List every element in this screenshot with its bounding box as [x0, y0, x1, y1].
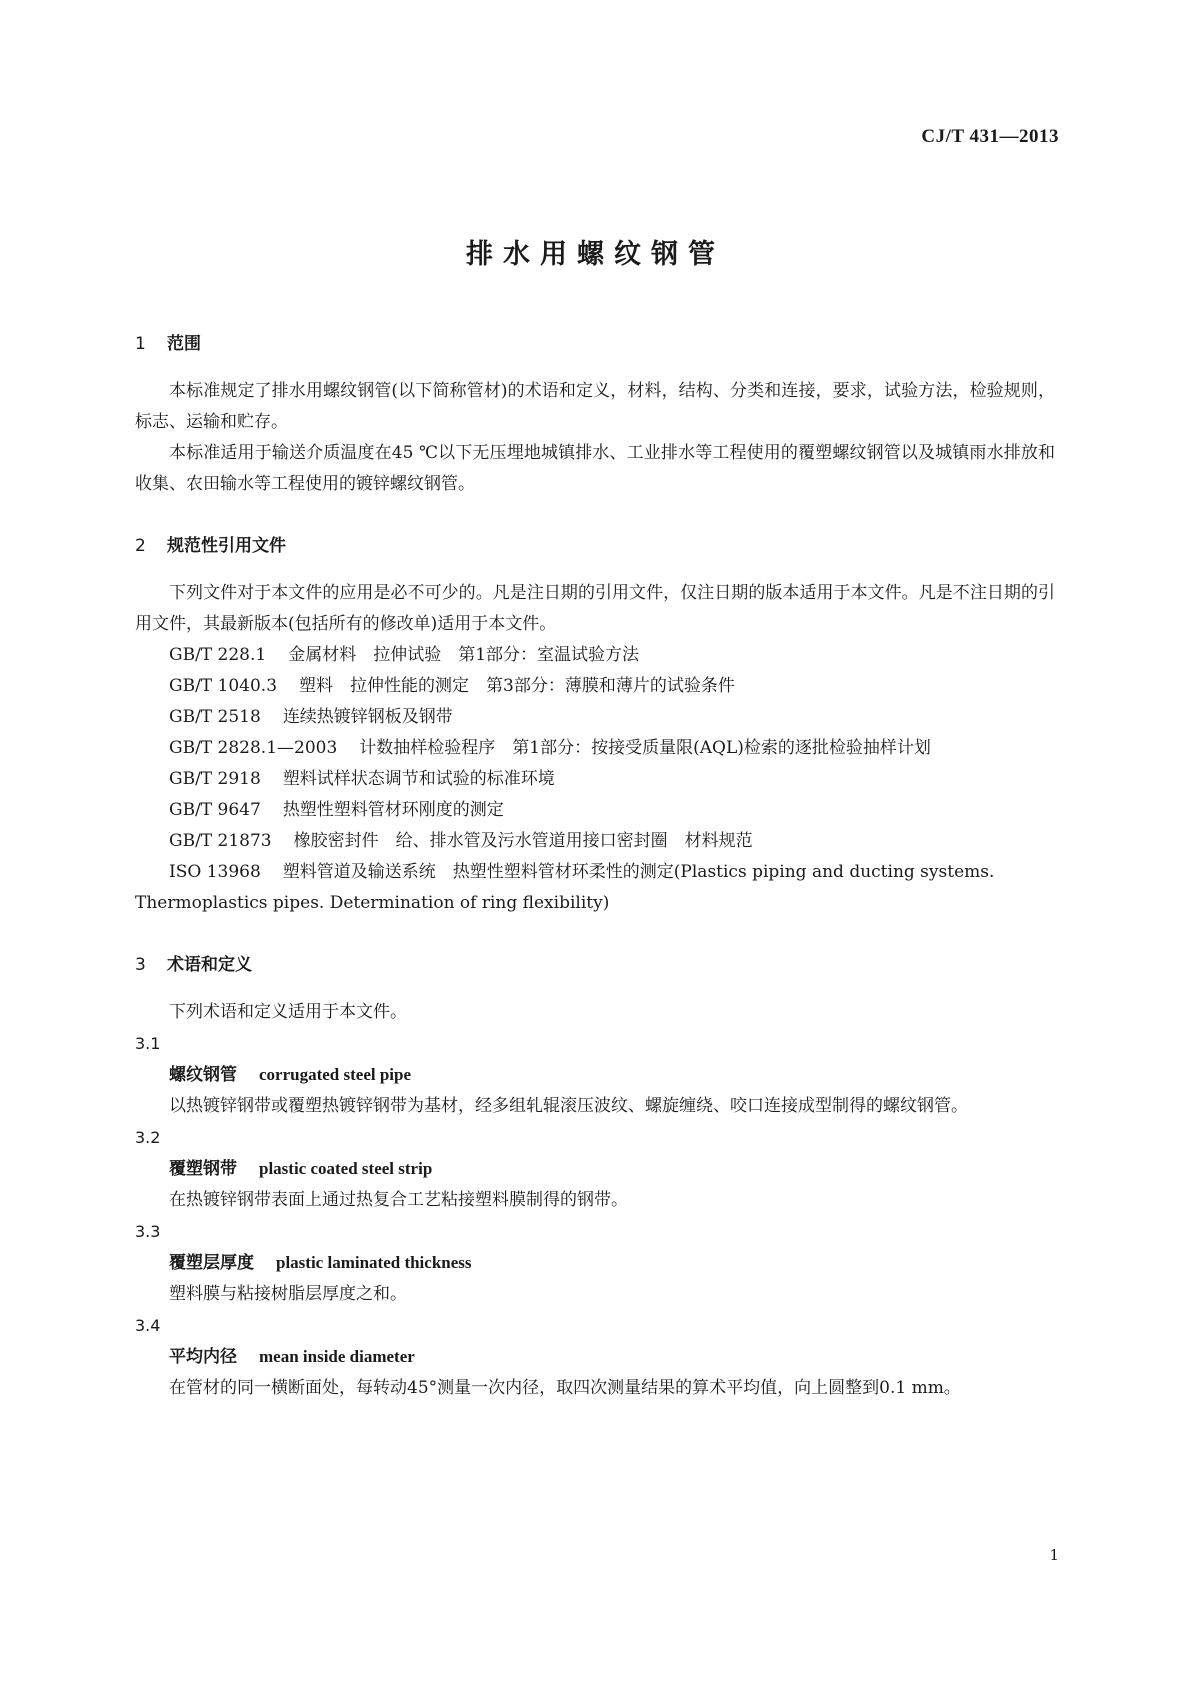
reference-code: GB/T 9647 [169, 800, 261, 820]
terms-intro: 下列术语和定义适用于本文件。 [169, 1002, 407, 1022]
reference-title: 金属材料 拉伸试验 第1部分：室温试验方法 [288, 645, 640, 665]
term-zh: 螺纹钢管 [169, 1065, 237, 1085]
document-body [135, 332, 1055, 1404]
reference-item [135, 795, 1055, 826]
reference-item [135, 702, 1055, 733]
section-number: 1 [135, 334, 146, 354]
section-title: 规范性引用文件 [167, 536, 286, 556]
section-3-heading [135, 953, 1055, 977]
term-definition: 在热镀锌钢带表面上通过热复合工艺粘接塑料膜制得的钢带。 [169, 1190, 628, 1210]
scope-paragraph-1: 本标准规定了排水用螺纹钢管(以下简称管材)的术语和定义，材料，结构、分类和连接，要求，试验方法，检验规则，标志、运输和贮存。 [135, 381, 1055, 432]
reference-item [135, 826, 1055, 857]
term-number: 3.3 [135, 1222, 161, 1241]
document-title: 排水用螺纹钢管 [466, 239, 725, 270]
reference-code: GB/T 2518 [169, 707, 261, 727]
term-heading [135, 1341, 1055, 1373]
term-en: mean inside diameter [259, 1347, 415, 1366]
reference-title: 塑料管道及输送系统 热塑性塑料管材环柔性的测定(Plastics piping and ducting systems. Thermoplastics pipes. Determination of ring flexibility) [135, 862, 995, 913]
section-title: 术语和定义 [167, 955, 252, 975]
section-number: 3 [135, 955, 146, 975]
reference-item [135, 857, 1055, 919]
term-number: 3.4 [135, 1316, 161, 1335]
term-zh: 覆塑层厚度 [169, 1253, 254, 1273]
reference-title: 计数抽样检验程序 第1部分：按接受质量限(AQL)检索的逐批检验抽样计划 [359, 738, 931, 758]
term-en: plastic coated steel strip [259, 1159, 433, 1178]
term-definition: 以热镀锌钢带或覆塑热镀锌钢带为基材，经多组轧辊滚压波纹、螺旋缠绕、咬口连接成型制得的螺纹钢管。 [169, 1096, 968, 1116]
standard-code: CJ/T 431—2013 [921, 126, 1059, 147]
section-title: 范围 [167, 334, 201, 354]
reference-item [135, 764, 1055, 795]
term-zh: 覆塑钢带 [169, 1159, 237, 1179]
reference-title: 塑料试样状态调节和试验的标准环境 [282, 769, 555, 789]
section-1-heading [135, 332, 1055, 356]
reference-code: GB/T 228.1 [169, 645, 267, 665]
term-definition: 塑料膜与粘接树脂层厚度之和。 [169, 1284, 407, 1304]
reference-code: GB/T 1040.3 [169, 676, 278, 696]
reference-title: 连续热镀锌钢板及钢带 [282, 707, 453, 727]
term-en: plastic laminated thickness [276, 1253, 472, 1272]
reference-title: 橡胶密封件 给、排水管及污水管道用接口密封圈 材料规范 [293, 831, 753, 851]
term-heading [135, 1153, 1055, 1185]
section-number: 2 [135, 536, 146, 556]
reference-code: GB/T 21873 [169, 831, 272, 851]
term-heading [135, 1247, 1055, 1279]
reference-code: GB/T 2828.1—2003 [169, 738, 338, 758]
term-heading [135, 1059, 1055, 1091]
term-en: corrugated steel pipe [259, 1065, 412, 1084]
reference-title: 塑料 拉伸性能的测定 第3部分：薄膜和薄片的试验条件 [299, 676, 735, 696]
page-number: 1 [1049, 1546, 1059, 1564]
term-number: 3.1 [135, 1034, 161, 1053]
reference-item [135, 733, 1055, 764]
term-zh: 平均内径 [169, 1347, 237, 1367]
reference-item [135, 671, 1055, 702]
reference-title: 热塑性塑料管材环刚度的测定 [282, 800, 504, 820]
term-definition: 在管材的同一横断面处，每转动45°测量一次内径，取四次测量结果的算术平均值，向上圆整到0.1 mm。 [169, 1378, 961, 1398]
reference-code: ISO 13968 [169, 862, 261, 882]
term-number: 3.2 [135, 1128, 161, 1147]
references-intro: 下列文件对于本文件的应用是必不可少的。凡是注日期的引用文件，仅注日期的版本适用于本文件。凡是不注日期的引用文件，其最新版本(包括所有的修改单)适用于本文件。 [135, 583, 1055, 634]
section-2-heading [135, 534, 1055, 558]
reference-item [135, 640, 1055, 671]
scope-paragraph-2: 本标准适用于输送介质温度在45 ℃以下无压埋地城镇排水、工业排水等工程使用的覆塑螺纹钢管以及城镇雨水排放和收集、农田输水等工程使用的镀锌螺纹钢管。 [135, 443, 1055, 494]
reference-code: GB/T 2918 [169, 769, 261, 789]
